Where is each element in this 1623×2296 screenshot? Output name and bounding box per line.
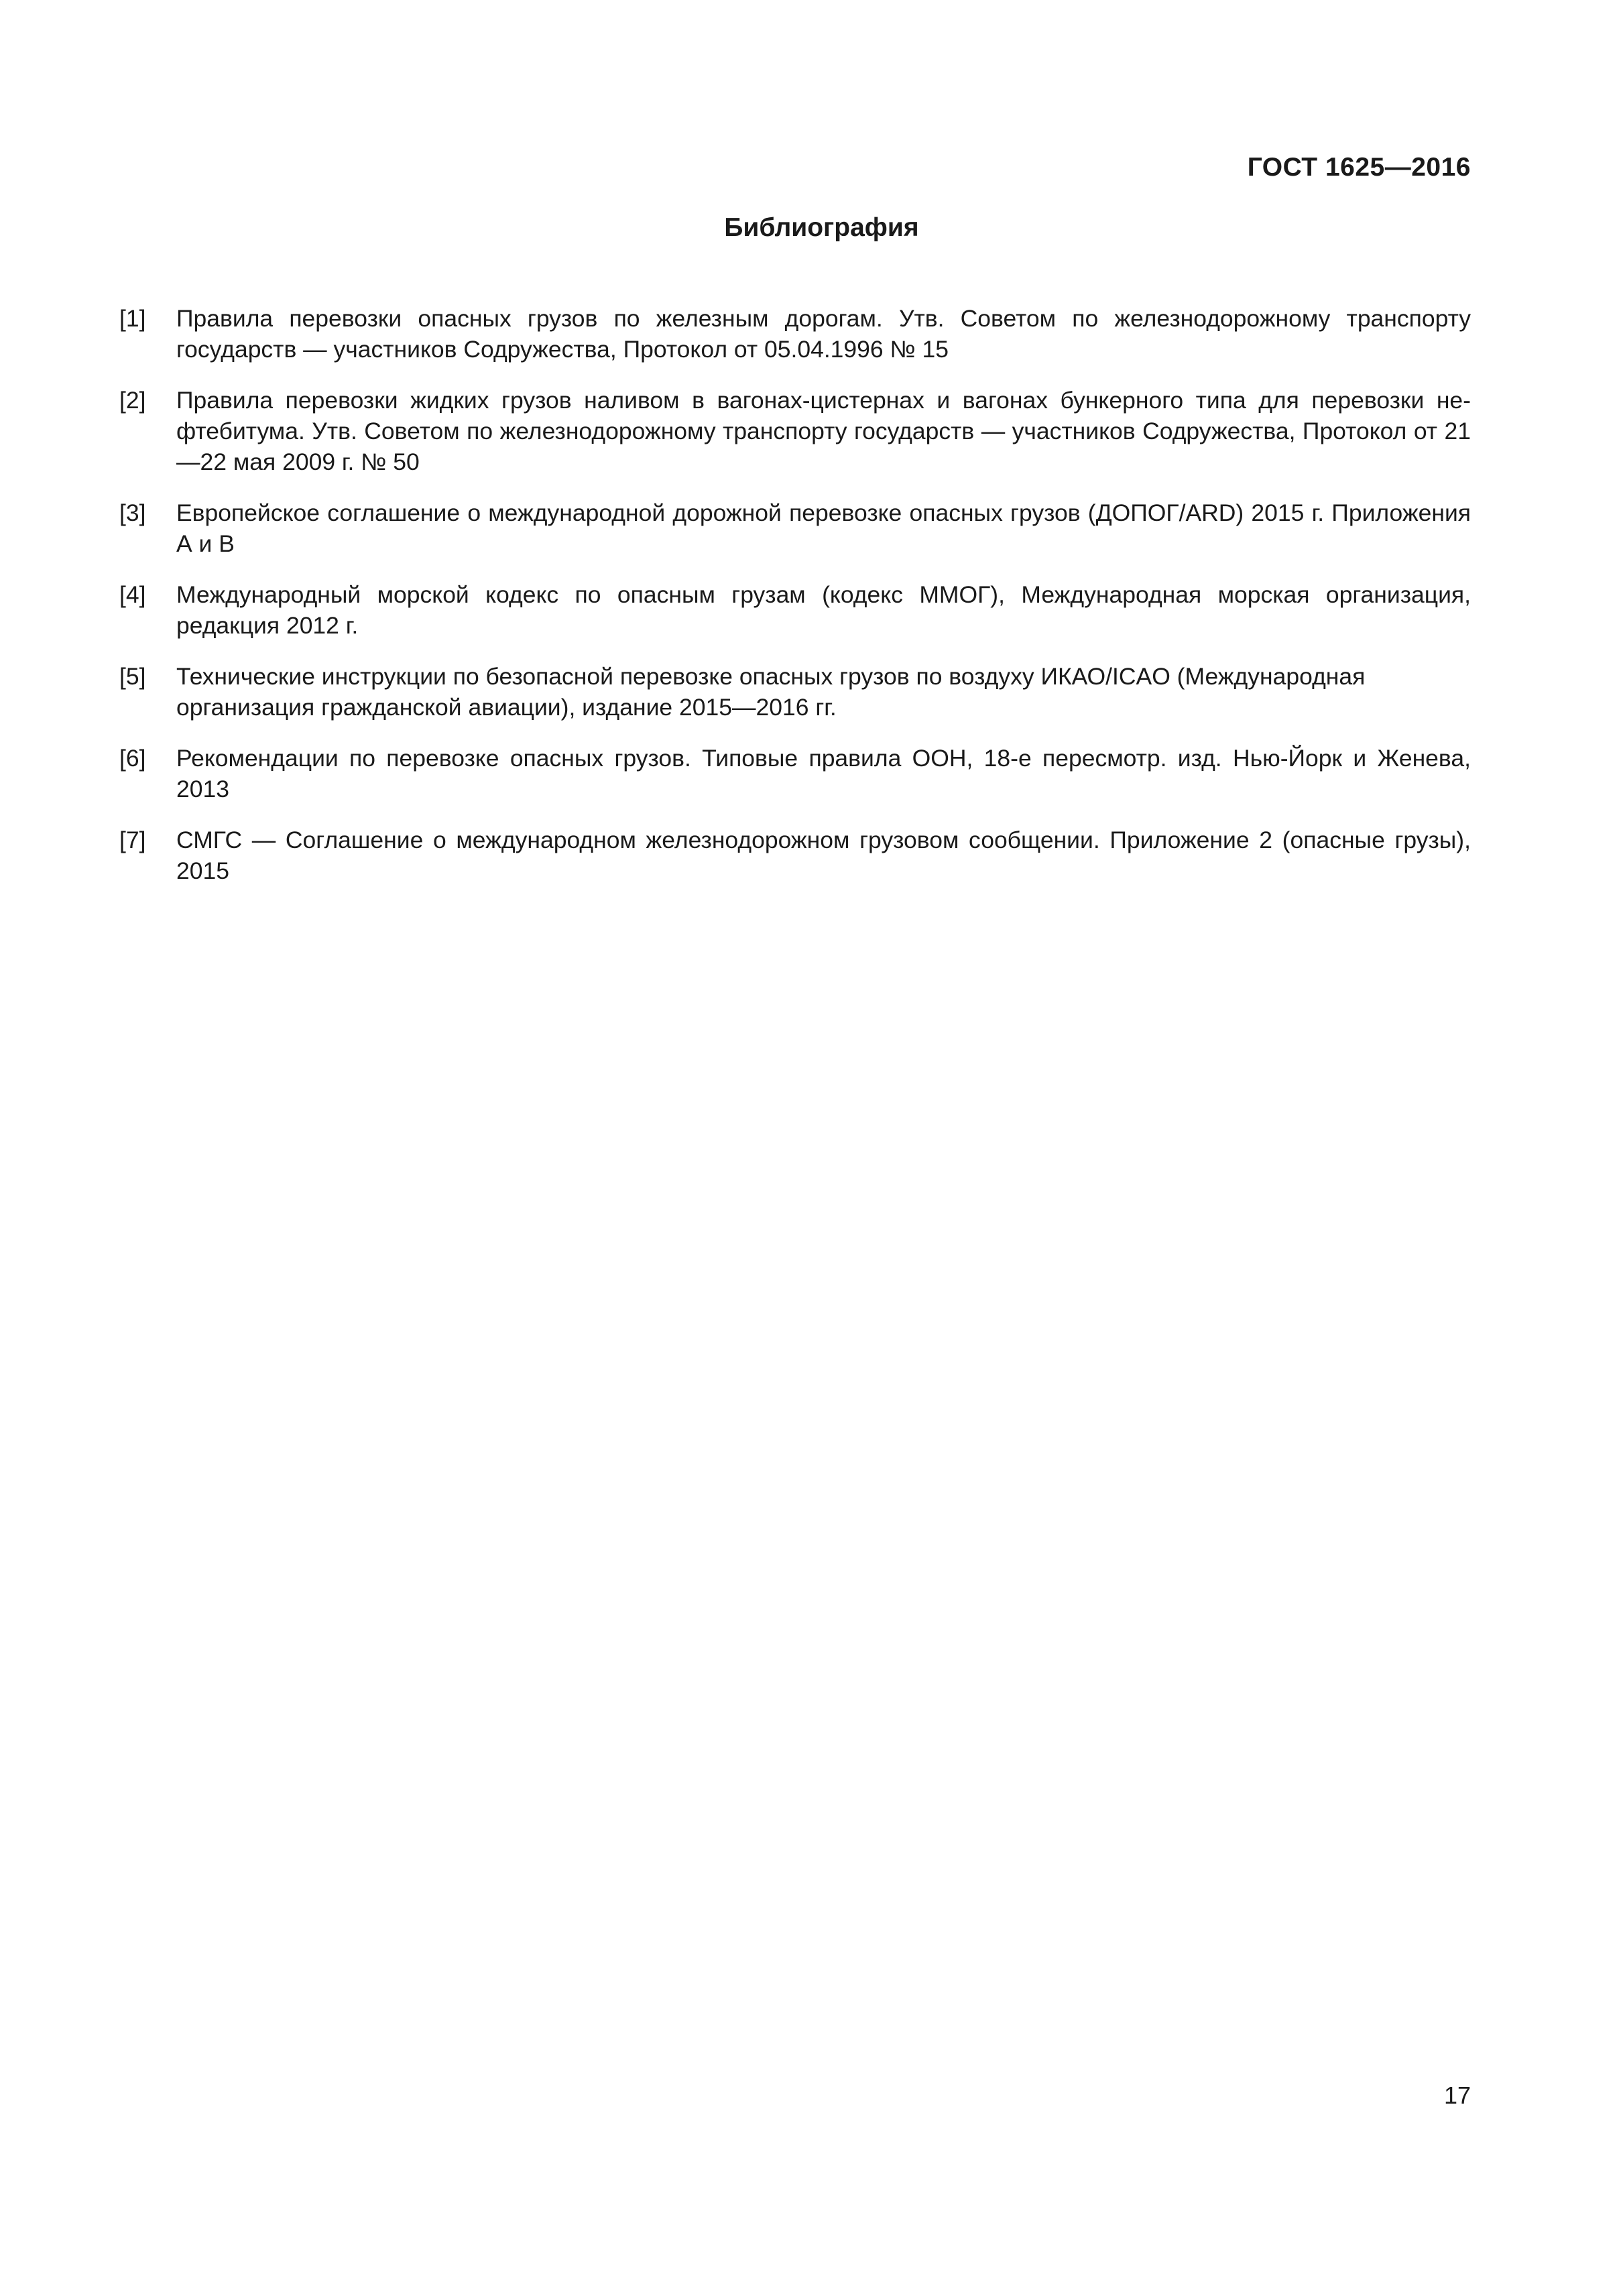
page-number: 17 [1443,2081,1471,2109]
bibliography-entry [119,579,1471,641]
bibliography-entry [119,497,1471,559]
bibliography-entry [119,825,1471,886]
bibliography-entry [119,303,1471,365]
reference-number: [5] [119,663,146,690]
page-title: Библиография [724,213,919,242]
reference-text: Правила перевозки опасных грузов по железным дорогам. Утв. Советом по железнодорожному транспорту государств — участников Содружества, Протокол от 05.04.1996 № 15 [176,305,1471,363]
reference-text: Рекомендации по перевозке опасных грузов. Типовые правила ООН, 18-е пересмотр. изд. Нью-Йорк и Женева, 2013 [176,745,1471,802]
reference-number: [2] [119,387,146,414]
reference-text: Правила перевозки жидких грузов наливом в вагонах-цистернах и вагонах бункерного типа для перевозки нефтебитума. Утв. Советом по железнодорожному транспорту государств — участников Содружества, Протокол от 21—22 мая 2009 г. № 50 [176,387,1471,475]
reference-text: Европейское соглашение о международной дорожной перевозке опасных грузов (ДОПОГ/ARD) 2015 г. Приложения А и В [176,499,1471,557]
reference-text: Международный морской кодекс по опасным грузам (кодекс ММОГ), Международная морская организация, редакция 2012 г. [176,581,1471,639]
bibliography-entry [119,743,1471,804]
reference-number: [6] [119,745,146,772]
reference-text: Технические инструкции по безопасной перевозке опасных грузов по воздуху ИКАО/ICAO (Международная организация гражданской авиации), издание 2015—2016 гг. [176,663,1366,721]
reference-number: [7] [119,827,146,853]
reference-number: [4] [119,581,146,608]
reference-number: [1] [119,305,146,332]
bibliography-entry [119,661,1471,723]
reference-text: СМГС — Соглашение о международном железнодорожном грузовом сообщении. Приложение 2 (опасные грузы), 2015 [176,827,1471,884]
reference-number: [3] [119,499,146,526]
document-code: ГОСТ 1625—2016 [1247,153,1471,182]
bibliography-list [119,303,1471,906]
bibliography-entry [119,385,1471,477]
